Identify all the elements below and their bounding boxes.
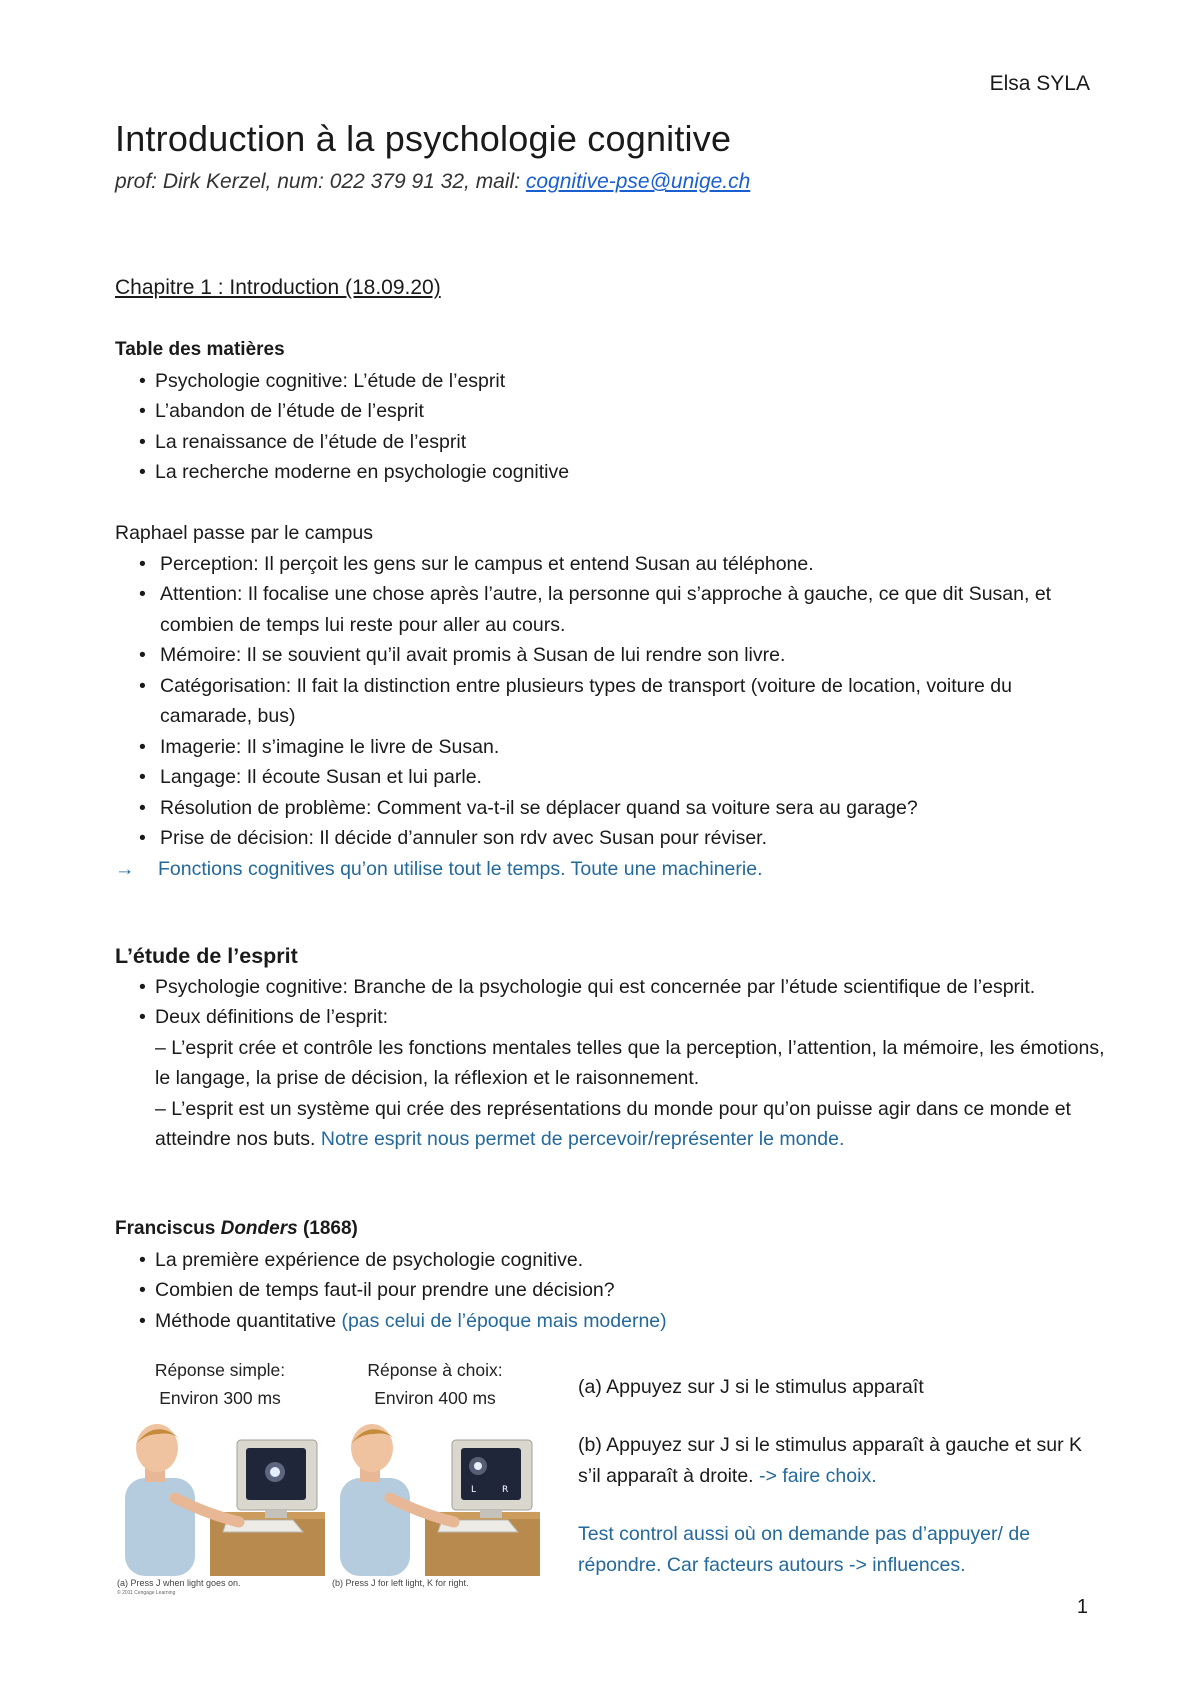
panel-b-caption: (b) Press J for left light, K for right. <box>332 1578 469 1588</box>
campus-section <box>115 518 1105 884</box>
donders-year: (1868) <box>297 1218 358 1239</box>
reaction-time-figure <box>115 1356 560 1596</box>
campus-item: • Imagerie: Il s’imagine le livre de Susan. <box>139 732 1105 763</box>
campus-item: • Attention: Il focalise une chose après l’autre, la personne qui s’approche à gauche, ce que dit Susan, et combien de temps lui reste pour aller au cours. <box>139 579 1105 640</box>
esprit-item: • Psychologie cognitive: Branche de la psychologie qui est concernée par l’étude scientifique de l’esprit. <box>139 972 1105 1003</box>
definition-2: – L’esprit est un système qui crée des représentations du monde pour qu’on puisse agir dans ce monde et atteindre nos buts. <box>155 1097 1071 1150</box>
definition-1: – L’esprit crée et contrôle les fonctions mentales telles que la perception, l’attention, la mémoire, les émotions, le langage, la prise de décision, la réflexion et le raisonnement. <box>155 1036 1105 1089</box>
screen-label-right: R <box>502 1485 509 1495</box>
figure-description-a: (a) Appuyez sur J si le stimulus apparaît <box>578 1376 924 1398</box>
panel-b-title: Réponse à choix: <box>367 1360 503 1380</box>
esprit-item <box>139 1002 1105 1155</box>
control-test-note: Test control aussi où on demande pas d’appuyer/ de répondre. Car facteurs autours -> influences. <box>578 1523 1031 1576</box>
donders-item-highlight: (pas celui de l’époque mais moderne) <box>341 1309 667 1332</box>
donders-heading <box>115 1214 1105 1245</box>
figure-panel-b <box>330 1356 540 1596</box>
description-b-text: (b) Appuyez sur J si le stimulus apparaît à gauche et sur K s’il apparaît à droite. <box>578 1434 1083 1487</box>
arrow-icon: → <box>115 857 135 880</box>
campus-item: • Résolution de problème: Comment va-t-il se déplacer quand sa voiture sera au garage? <box>139 793 1105 824</box>
author-name: Elsa SYLA <box>989 72 1090 95</box>
simple-response-illustration <box>115 1416 325 1576</box>
campus-item: • Langage: Il écoute Susan et lui parle. <box>139 762 1105 793</box>
donders-list <box>115 1245 1105 1337</box>
conclusion-text: Fonctions cognitives qu’on utilise tout le temps. Toute une machinerie. <box>158 857 763 880</box>
campus-item: • Mémoire: Il se souvient qu’il avait promis à Susan de lui rendre son livre. <box>139 640 1105 671</box>
screen-label-left: L <box>471 1485 477 1495</box>
toc-heading: Table des matières <box>115 339 285 360</box>
campus-item: • Perception: Il perçoit les gens sur le campus et entend Susan au téléphone. <box>139 549 1105 580</box>
esprit-heading: L’étude de l’esprit <box>115 944 298 968</box>
campus-list <box>115 549 1105 854</box>
campus-item: • Prise de décision: Il décide d’annuler son rdv avec Susan pour réviser. <box>139 823 1105 854</box>
definition-2-highlight: Notre esprit nous permet de percevoir/représenter le monde. <box>320 1128 845 1150</box>
donders-first-name: Franciscus <box>115 1218 221 1239</box>
donders-section <box>115 1214 1105 1336</box>
email-link[interactable]: cognitive-pse@unige.ch <box>525 170 751 193</box>
donders-item: • La première expérience de psychologie cognitive. <box>139 1245 1105 1276</box>
toc-item: • La renaissance de l’étude de l’esprit <box>139 427 1105 458</box>
toc-item: • L’abandon de l’étude de l’esprit <box>139 396 1105 427</box>
toc-item: • Psychologie cognitive: L’étude de l’esprit <box>139 366 1105 397</box>
donders-item: • Combien de temps faut-il pour prendre une décision? <box>139 1275 1105 1306</box>
campus-conclusion <box>115 854 1105 885</box>
esprit-item-label: Deux définitions de l’esprit: <box>155 1006 389 1028</box>
toc-section <box>115 335 1105 488</box>
choice-response-illustration <box>330 1416 540 1576</box>
subtitle <box>115 170 750 194</box>
campus-item: • Catégorisation: Il fait la distinction entre plusieurs types de transport (voiture de location, voiture du camarade, bus) <box>139 671 1105 732</box>
donders-item <box>139 1306 1105 1337</box>
toc-item: • La recherche moderne en psychologie cognitive <box>139 457 1105 488</box>
document-title: Introduction à la psychologie cognitive <box>115 118 732 159</box>
donders-last-name: Donders <box>220 1218 298 1239</box>
panel-a-caption: (a) Press J when light goes on. <box>117 1578 241 1588</box>
toc-list <box>115 366 1105 488</box>
figure-panel-a <box>115 1356 325 1596</box>
chapter-heading: Chapitre 1 : Introduction (18.09.20) <box>115 276 441 299</box>
campus-intro: Raphael passe par le campus <box>115 522 373 544</box>
esprit-section <box>115 941 1105 1155</box>
description-b-highlight: -> faire choix. <box>759 1464 877 1487</box>
donders-item-text: Méthode quantitative <box>155 1309 342 1332</box>
page-number: 1 <box>1076 1596 1088 1618</box>
esprit-list <box>115 972 1105 1155</box>
panel-a-title: Réponse simple: <box>154 1360 286 1380</box>
subtitle-contact: prof: Dirk Kerzel, num: 022 379 91 32, mail: <box>115 170 526 193</box>
panel-b-time: Environ 400 ms <box>374 1388 496 1408</box>
figure-credit: © 2011 Cengage Learning <box>117 1590 176 1596</box>
panel-a-time: Environ 300 ms <box>159 1388 281 1408</box>
figure-description-b <box>578 1430 1108 1491</box>
